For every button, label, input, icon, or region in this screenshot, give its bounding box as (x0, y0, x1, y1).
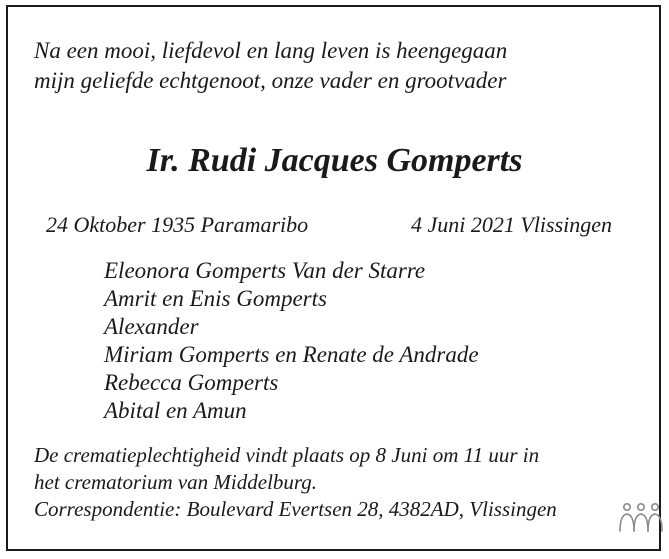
ceremony-notice (34, 442, 557, 523)
ceremony-line-2: het crematorium van Middelburg. (34, 470, 318, 494)
family-list (104, 257, 479, 425)
death-date-place: 4 Juni 2021 Vlissingen (411, 212, 613, 237)
family-member: Alexander (104, 314, 199, 339)
intro-text (34, 36, 507, 96)
family-member: Amrit en Enis Gomperts (104, 286, 327, 311)
correspondence-line: Correspondentie: Boulevard Evertsen 28, 4382AD, Vlissingen (34, 497, 557, 521)
family-member: Rebecca Gomperts (104, 370, 279, 395)
family-member: Abital en Amun (104, 398, 247, 423)
birth-date-place: 24 Oktober 1935 Paramaribo (46, 212, 309, 237)
family-people-icon (618, 502, 664, 532)
intro-line-2: mijn geliefde echtgenoot, onze vader en grootvader (34, 68, 507, 93)
family-member: Miriam Gomperts en Renate de Andrade (104, 342, 479, 367)
intro-line-1: Na een mooi, liefdevol en lang leven is heengegaan (34, 38, 508, 63)
ceremony-line-1: De crematieplechtigheid vindt plaats op 8 Juni om 11 uur in (34, 443, 540, 467)
family-member: Eleonora Gomperts Van der Starre (104, 258, 426, 283)
deceased-name: Ir. Rudi Jacques Gomperts (146, 142, 523, 179)
